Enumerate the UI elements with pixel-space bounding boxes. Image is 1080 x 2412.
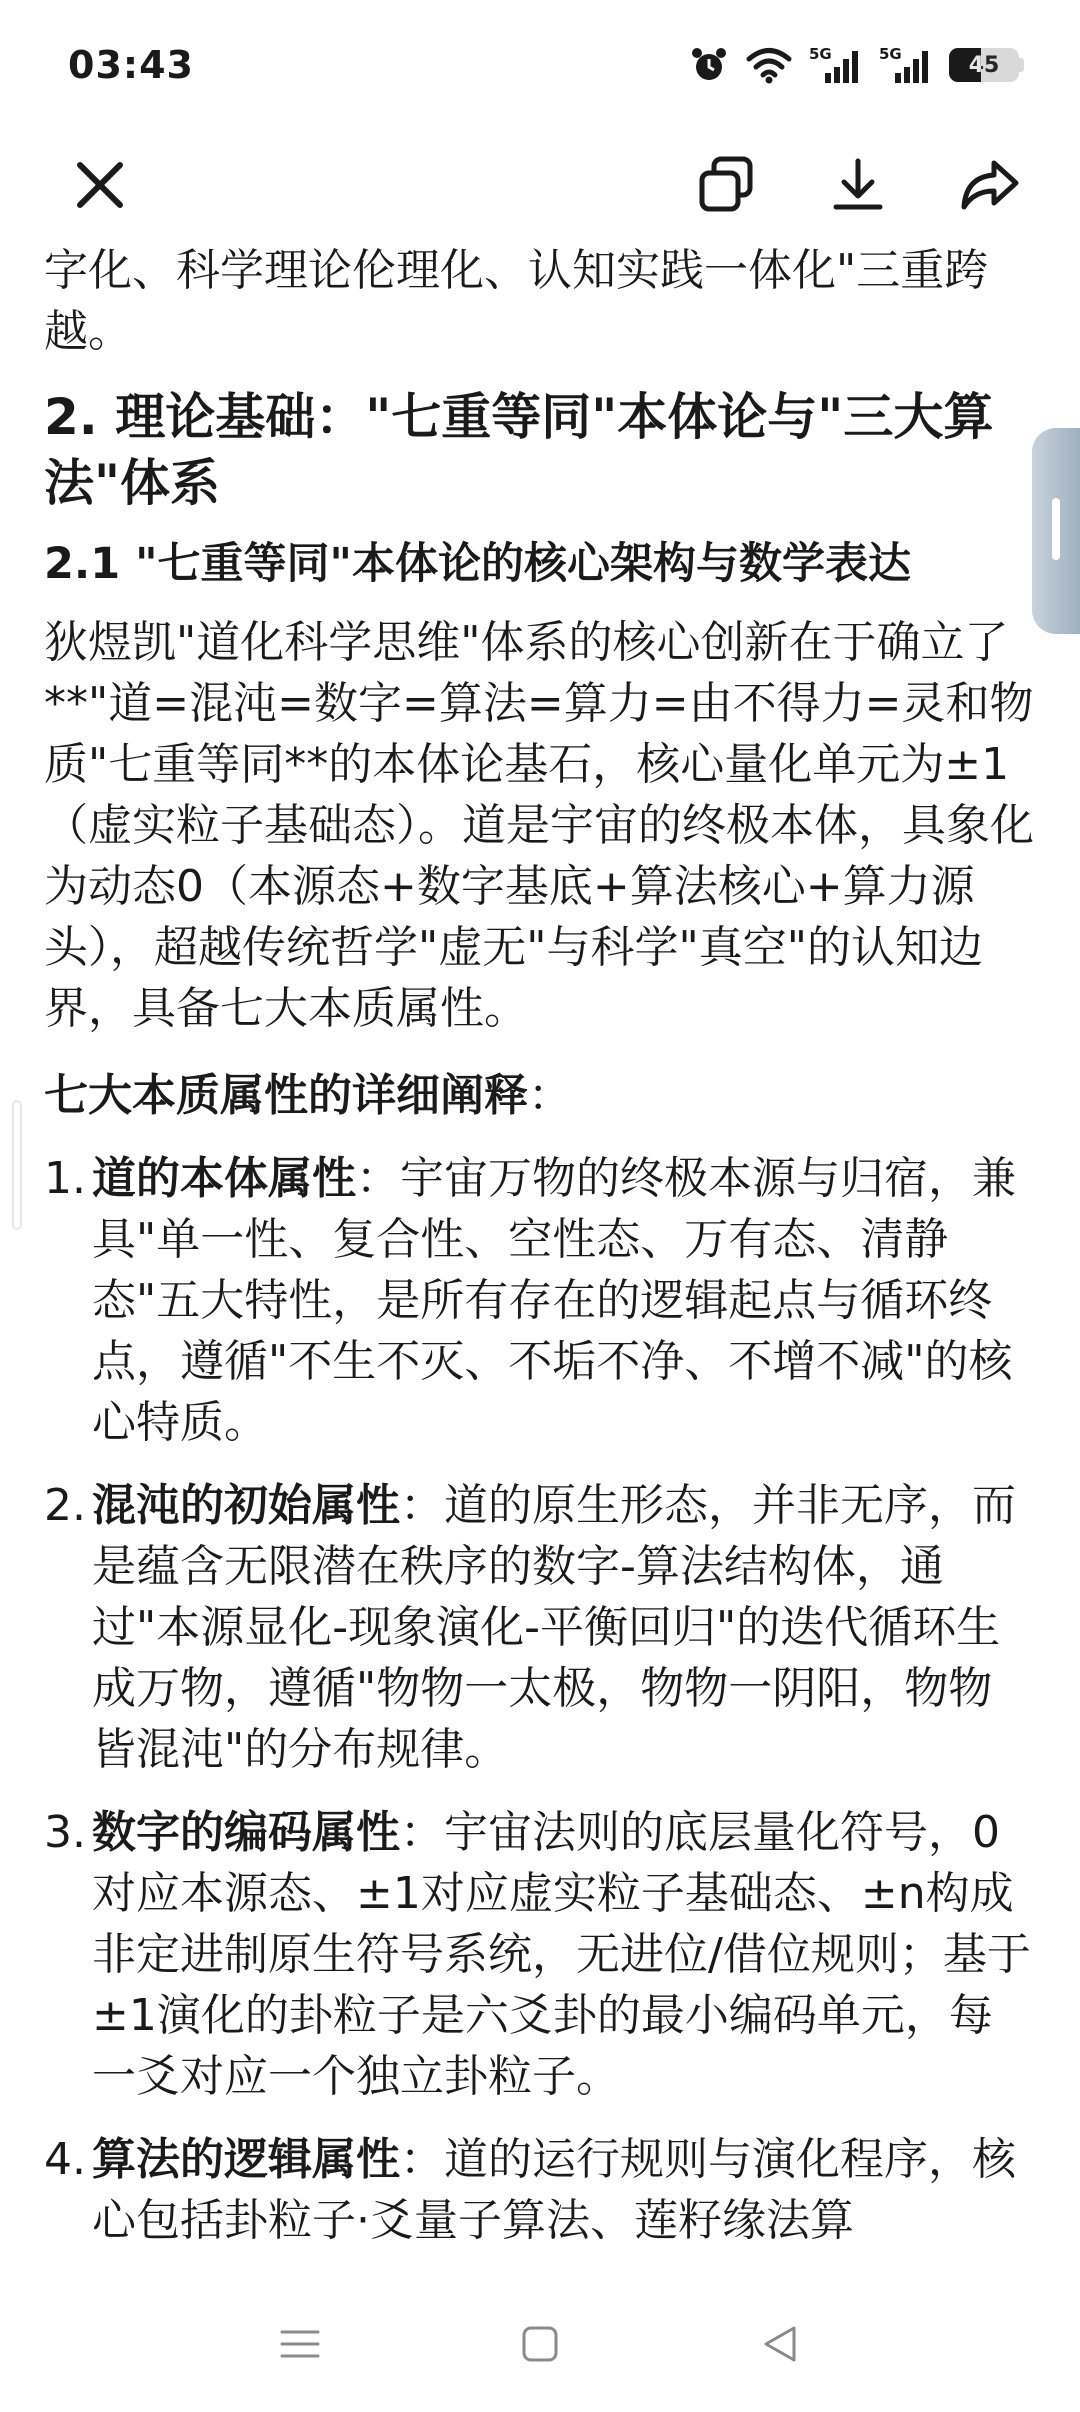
toolbar	[0, 130, 1080, 240]
list-item-number: 1.	[44, 1153, 86, 1204]
list-item-text: ：宇宙万物的终极本源与归宿，兼具"单一性、复合性、空性态、万有态、清静态"五大特性，是所有存在的逻辑起点与循环终点，遵循"不生不灭、不垢不净、不增不减"的核心特质。	[92, 1153, 1016, 1448]
back-button[interactable]	[758, 2322, 802, 2370]
list-item-number: 4.	[44, 2134, 86, 2185]
list-item-text: ：宇宙法则的底层量化符号，0对应本源态、±1对应虚实粒子基础态、±n构成非定进制原生符号系统，无进位/借位规则；基于±1演化的卦粒子是六爻卦的最小编码单元，每一爻对应一个独立卦粒子。	[92, 1807, 1031, 2102]
share-button[interactable]	[948, 143, 1032, 227]
list-intro-colon: ：	[528, 1070, 572, 1121]
status-bar	[0, 0, 1080, 130]
network-label-2: 5G	[879, 45, 902, 63]
list-item-text: ：道的运行规则与演化程序，核心包括卦粒子·爻量子算法、莲籽缘法算	[92, 2134, 1016, 2246]
list-item-title: 道的本体属性	[92, 1153, 356, 1204]
home-icon	[518, 2322, 562, 2366]
list-item-number: 3.	[44, 1807, 86, 1858]
back-icon	[758, 2322, 802, 2366]
menu-button[interactable]	[278, 2324, 322, 2368]
status-icons	[689, 45, 1024, 85]
properties-list	[44, 1148, 1034, 2251]
share-icon	[958, 155, 1022, 215]
body-paragraph: 狄煜凯"道化科学思维"体系的核心创新在于确立了**"道=混沌=数字=算法=算力=由不得力=灵和物质"七重等同**的本体论基石，核心量化单元为±1（虚实粒子基础态）。道是宇宙的终极本体，具象化为动态0（本源态+数字基底+算法核心+算力源头），超越传统哲学"虚无"与科学"真空"的认知边界，具备七大本质属性。	[44, 617, 1034, 1034]
navigation-bar	[0, 2280, 1080, 2412]
menu-icon	[278, 2324, 322, 2364]
network-label-1: 5G	[809, 45, 832, 63]
subsection-heading: 2.1 "七重等同"本体论的核心架构与数学表达	[44, 539, 911, 589]
list-intro-bold: 七大本质属性的详细阐释	[44, 1070, 528, 1121]
list-item	[44, 1802, 1034, 2107]
list-item-title: 数字的编码属性	[92, 1807, 400, 1858]
list-item	[44, 1148, 1034, 1453]
download-button[interactable]	[816, 143, 900, 227]
close-button[interactable]	[58, 143, 142, 227]
download-icon	[828, 155, 888, 215]
list-item-number: 2.	[44, 1480, 86, 1531]
list-intro	[44, 1065, 1034, 1126]
section-heading: 2. 理论基础："七重等同"本体论与"三大算法"体系	[44, 388, 994, 512]
edge-gesture-indicator	[12, 1100, 22, 1230]
copy-icon	[696, 155, 756, 215]
list-item-text: ：道的原生形态，并非无序，而是蕴含无限潜在秩序的数字-算法结构体，通过"本源显化-现象演化-平衡回归"的迭代循环生成万物，遵循"物物一太极，物物一阴阳，物物皆混沌"的分布规律。	[92, 1480, 1016, 1775]
copy-button[interactable]	[684, 143, 768, 227]
list-item	[44, 1475, 1034, 1780]
status-time: 03:43	[68, 43, 194, 87]
signal-icon-2	[879, 45, 933, 85]
close-icon	[72, 157, 128, 213]
document-content	[44, 240, 1034, 2280]
alarm-icon	[689, 45, 729, 85]
home-button[interactable]	[518, 2322, 562, 2370]
signal-icon	[809, 45, 863, 85]
wifi-icon	[745, 46, 793, 84]
scroll-handle[interactable]	[1032, 428, 1080, 634]
battery-level: 45	[968, 52, 1000, 78]
list-item	[44, 2129, 1034, 2251]
battery-icon	[949, 48, 1024, 82]
list-item-title: 算法的逻辑属性	[92, 2134, 400, 2185]
list-item-title: 混沌的初始属性	[92, 1480, 400, 1531]
intro-tail-text: 字化、科学理论伦理化、认知实践一体化"三重跨越。	[44, 245, 989, 357]
